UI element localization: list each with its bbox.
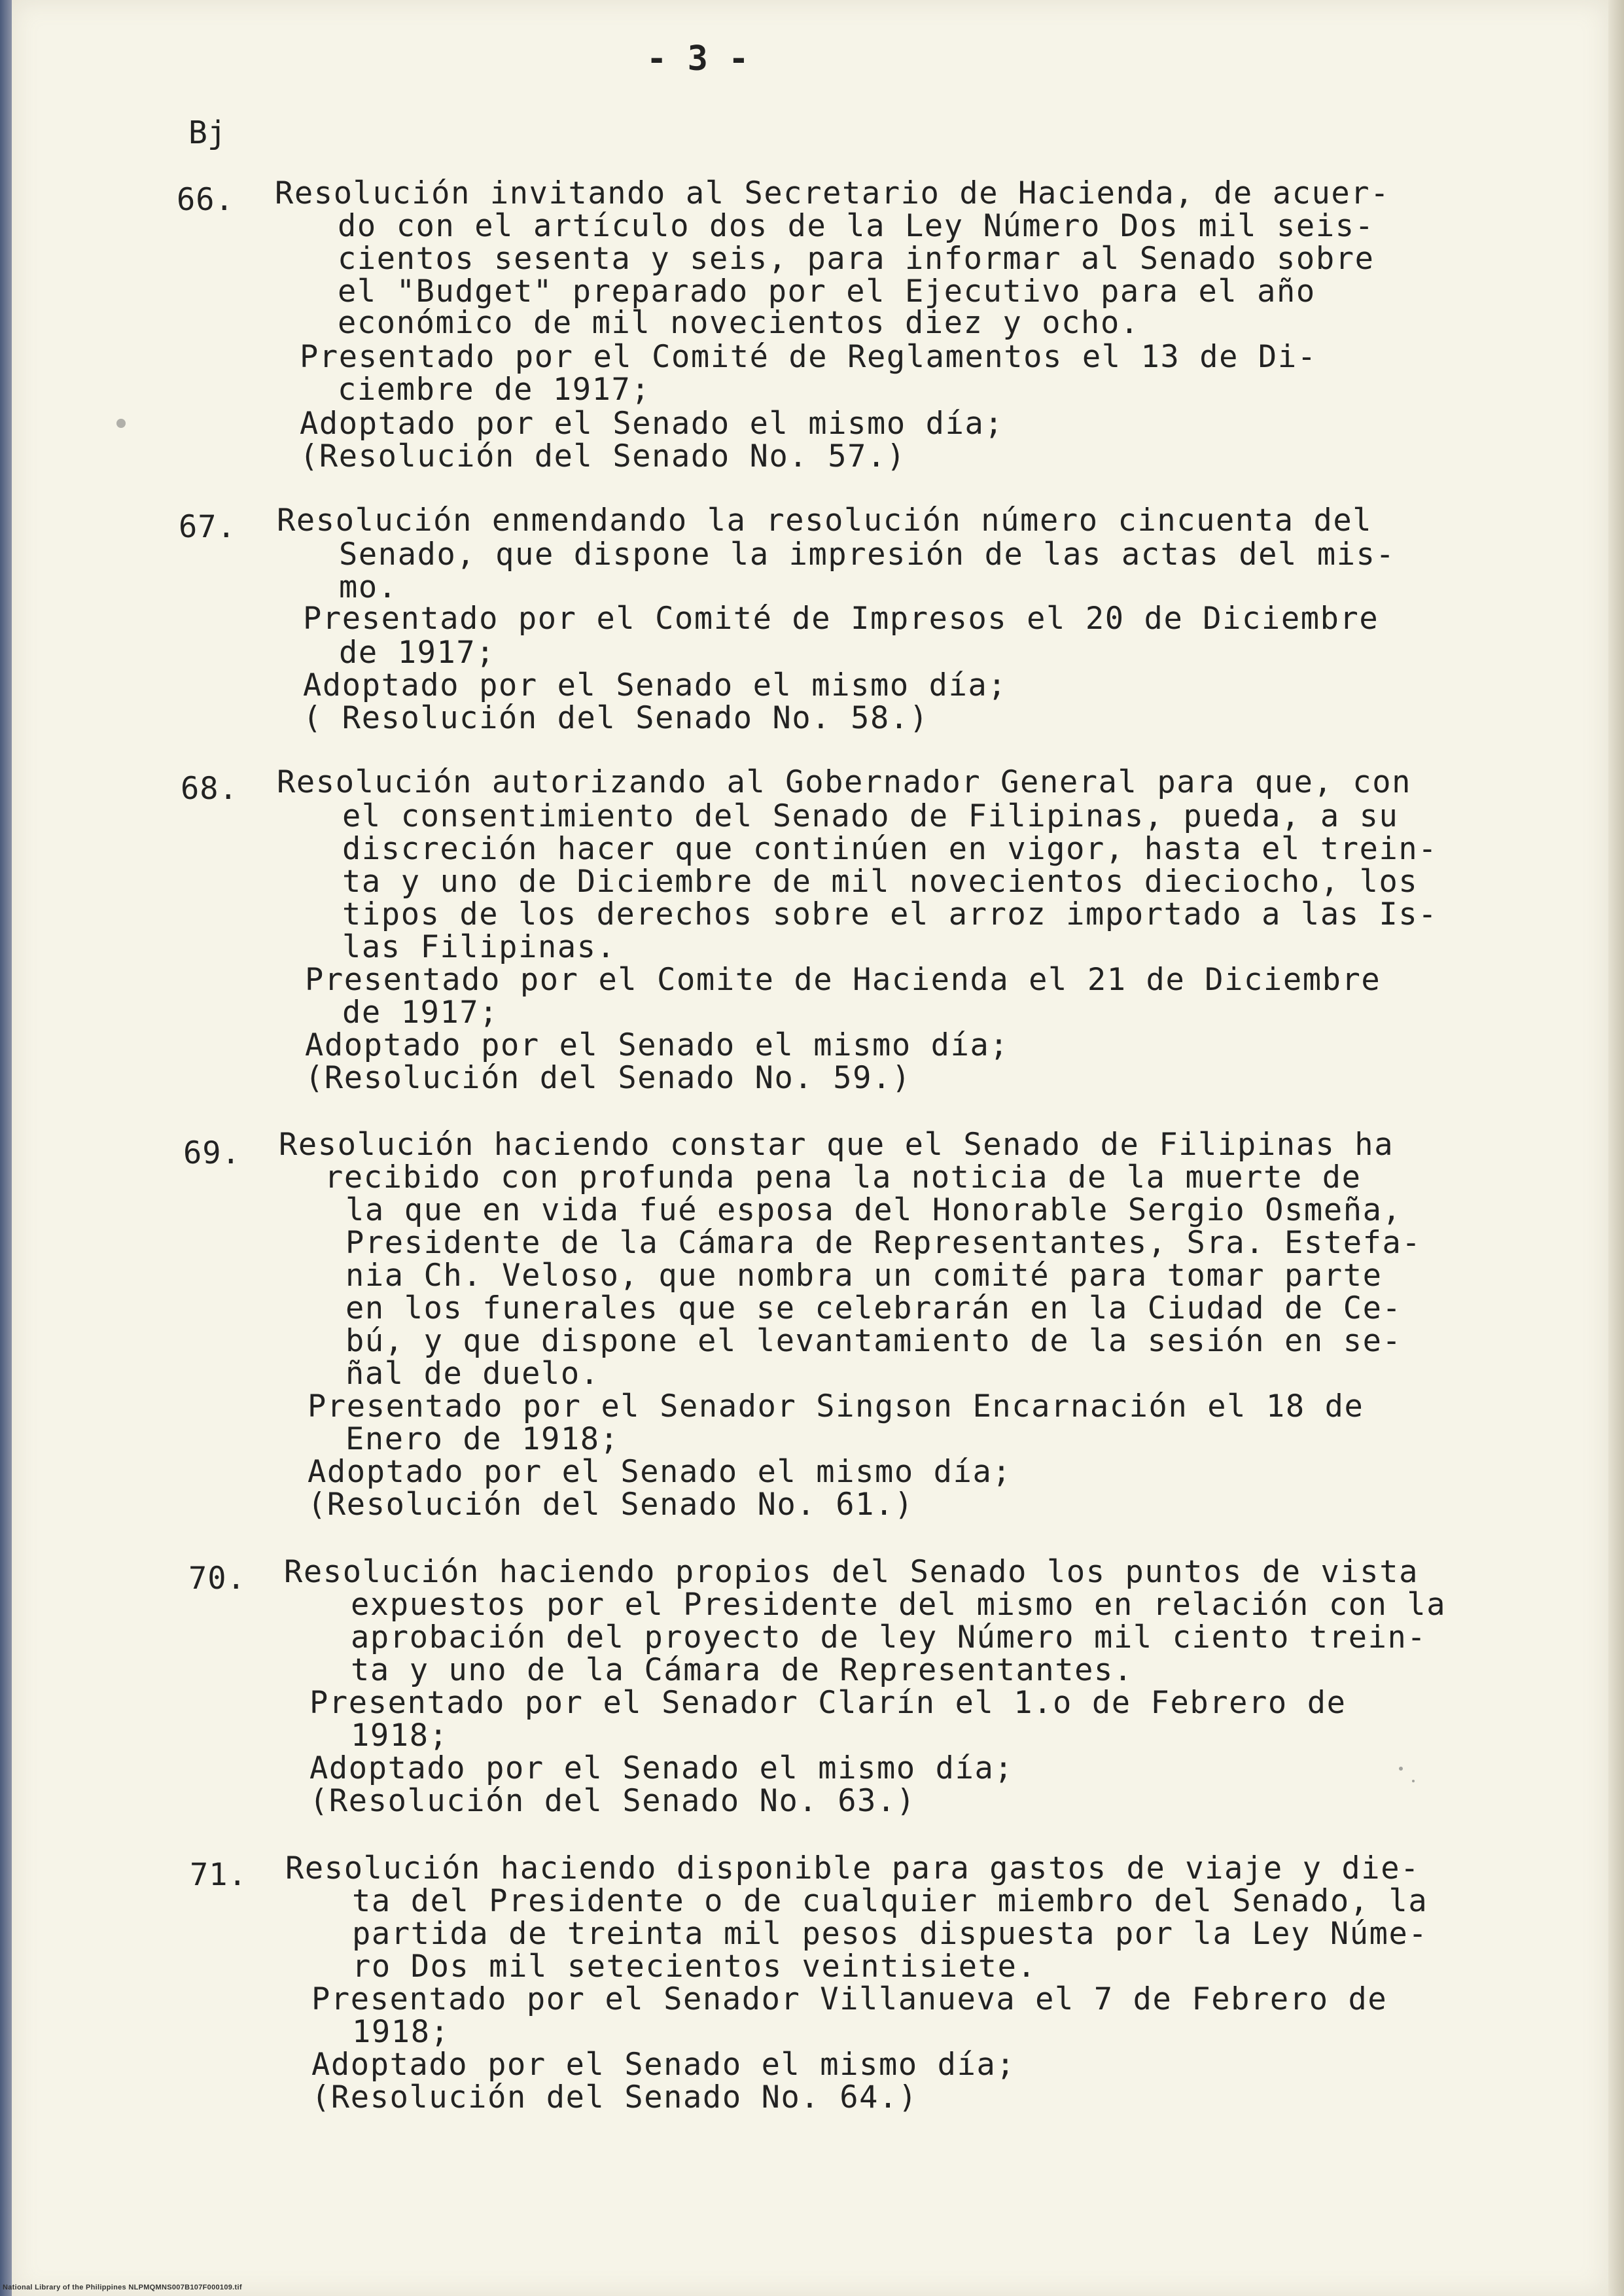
entry-text-line: ta del Presidente o de cualquier miembro del Senado, la (352, 1883, 1428, 1919)
entry-text-line: Resolución haciendo disponible para gastos de viaje y die- (285, 1850, 1420, 1886)
presented-line: Presentado por el Senador Villanueva el 7 de Febrero de (311, 1981, 1388, 2017)
presented-line: de 1917; (339, 635, 496, 671)
entry-number: 70. (188, 1561, 246, 1597)
entry-text-line: expuestos por el Presidente del mismo en relación con la (351, 1587, 1447, 1623)
scan-speck (1412, 1780, 1415, 1782)
document-page (12, 0, 1608, 2296)
page-number: - 3 - (646, 39, 749, 79)
entry-text-line: ñal de duelo. (345, 1356, 600, 1392)
presented-line: Enero de 1918; (345, 1421, 620, 1457)
resolution-reference: ( Resolución del Senado No. 58.) (303, 700, 929, 736)
entry-text-line: Resolución haciendo propios del Senado los puntos de vista (284, 1554, 1419, 1590)
entry-text-line: ta y uno de la Cámara de Representantes. (351, 1652, 1133, 1688)
entry-text-line: la que en vida fué esposa del Honorable Sergio Osmeña, (345, 1192, 1402, 1228)
resolution-reference: (Resolución del Senado No. 63.) (309, 1783, 916, 1819)
entry-text-line: el "Budget" preparado por el Ejecutivo para el año (338, 274, 1316, 309)
presented-line: Presentado por el Comité de Impresos el 20 de Diciembre (303, 601, 1379, 637)
entry-text-line: Resolución haciendo constar que el Senado de Filipinas ha (279, 1127, 1394, 1163)
entry-text-line: bú, y que dispone el levantamiento de la sesión en se- (345, 1323, 1402, 1359)
presented-line: 1918; (351, 1718, 449, 1754)
presented-line: ciembre de 1917; (338, 372, 651, 408)
adopted-line: Adoptado por el Senado el mismo día; (308, 1454, 1012, 1490)
entry-number: 68. (181, 771, 238, 807)
entry-text-line: ro Dos mil setecientos veintisiete. (352, 1949, 1037, 1985)
adopted-line: Adoptado por el Senado el mismo día; (311, 2047, 1016, 2083)
entry-number: 71. (190, 1857, 247, 1893)
entry-text-line: Resolución enmendando la resolución número cincuenta del (277, 503, 1373, 539)
resolution-reference: (Resolución del Senado No. 57.) (300, 438, 906, 474)
scan-left-edge (0, 0, 12, 2296)
entry-number: 66. (177, 182, 234, 218)
entry-text-line: Presidente de la Cámara de Representantes, Sra. Estefa- (345, 1225, 1422, 1261)
entry-number: 67. (179, 509, 236, 545)
scan-speck (1399, 1767, 1403, 1771)
archive-footer: National Library of the Philippines NLPMQMNS007B107F000109.tif (3, 2284, 242, 2291)
presented-line: Presentado por el Comite de Hacienda el 21 de Diciembre (305, 962, 1381, 998)
entry-number: 69. (183, 1135, 241, 1171)
presented-line: Presentado por el Comité de Reglamentos el 13 de Di- (300, 339, 1317, 375)
presented-line: 1918; (352, 2014, 450, 2050)
entry-text-line: económico de mil novecientos diez y ocho. (338, 305, 1140, 341)
entry-text-line: do con el artículo dos de la Ley Número Dos mil seis- (338, 208, 1375, 244)
entry-text-line: en los funerales que se celebrarán en la Ciudad de Ce- (345, 1290, 1402, 1326)
entry-text-line: recibido con profunda pena la noticia de la muerte de (325, 1159, 1362, 1195)
typist-initials: Bj (188, 115, 226, 151)
adopted-line: Adoptado por el Senado el mismo día; (300, 406, 1004, 442)
scan-speck (116, 419, 126, 428)
resolution-reference: (Resolución del Senado No. 64.) (311, 2079, 918, 2115)
entry-text-line: discreción hacer que continúen en vigor, hasta el trein- (342, 831, 1438, 867)
entry-text-line: ta y uno de Diciembre de mil novecientos dieciocho, los (342, 864, 1419, 900)
presented-line: de 1917; (342, 995, 499, 1031)
entry-text-line: aprobación del proyecto de ley Número mil ciento trein- (351, 1619, 1427, 1655)
adopted-line: Adoptado por el Senado el mismo día; (309, 1750, 1014, 1786)
presented-line: Presentado por el Senador Clarín el 1.o de Febrero de (309, 1685, 1347, 1721)
adopted-line: Adoptado por el Senado el mismo día; (305, 1027, 1010, 1063)
resolution-reference: (Resolución del Senado No. 59.) (305, 1060, 911, 1096)
entry-text-line: Senado, que dispone la impresión de las actas del mis- (339, 537, 1396, 573)
entry-text-line: el consentimiento del Senado de Filipinas, pueda, a su (342, 798, 1399, 834)
adopted-line: Adoptado por el Senado el mismo día; (303, 667, 1008, 703)
entry-text-line: Resolución autorizando al Gobernador General para que, con (277, 764, 1411, 800)
presented-line: Presentado por el Senador Singson Encarnación el 18 de (308, 1388, 1364, 1424)
entry-text-line: cientos sesenta y seis, para informar al Senado sobre (338, 241, 1375, 277)
resolution-reference: (Resolución del Senado No. 61.) (308, 1487, 914, 1523)
entry-text-line: Resolución invitando al Secretario de Hacienda, de acuer- (275, 175, 1390, 211)
entry-text-line: tipos de los derechos sobre el arroz importado a las Is- (342, 896, 1438, 932)
entry-text-line: nia Ch. Veloso, que nombra un comité para tomar parte (345, 1258, 1383, 1294)
scan-right-edge (1608, 0, 1624, 2296)
entry-text-line: las Filipinas. (342, 929, 616, 965)
entry-text-line: mo. (339, 569, 398, 605)
entry-text-line: partida de treinta mil pesos dispuesta por la Ley Núme- (352, 1916, 1428, 1952)
